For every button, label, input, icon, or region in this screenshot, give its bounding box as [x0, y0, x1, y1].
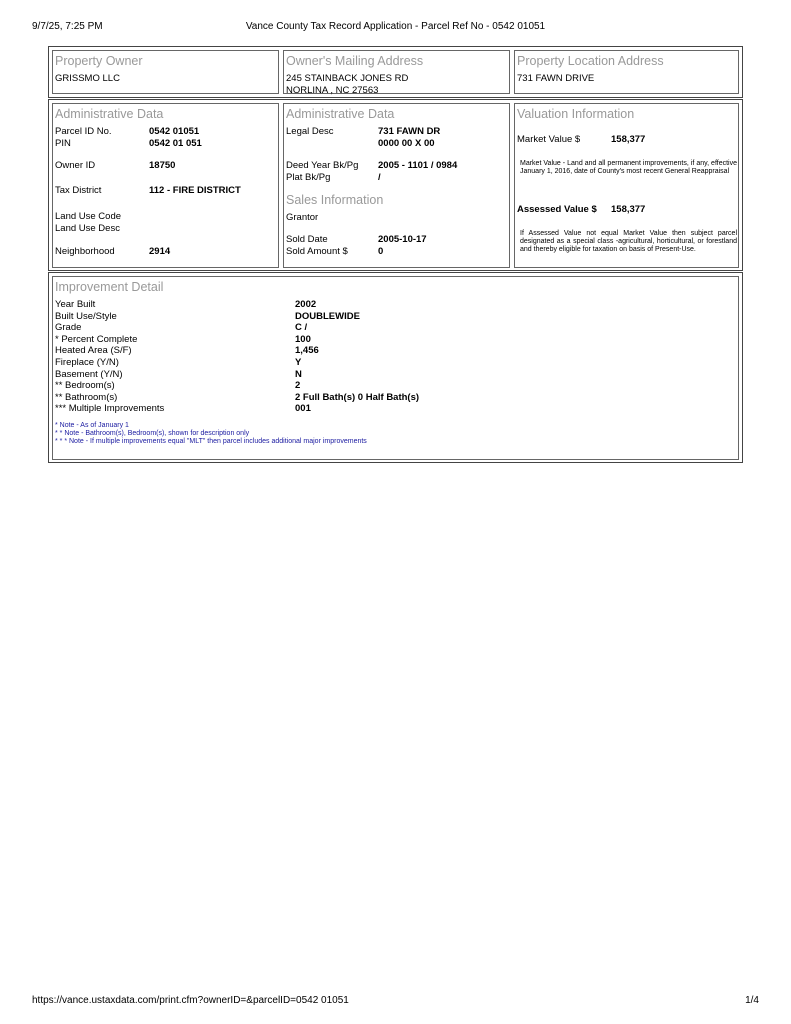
admin-section	[48, 99, 743, 271]
improvement-row-value: 001	[295, 403, 311, 415]
admin-data-cell-2	[283, 103, 510, 268]
page-number: 1/4	[745, 995, 759, 1006]
owner-id-label: Owner ID	[55, 160, 96, 171]
land-use-code-label: Land Use Code	[55, 211, 122, 222]
print-url: https://vance.ustaxdata.com/print.cfm?ownerID=&parcelID=0542 01051	[32, 995, 349, 1006]
improvement-row-value: N	[295, 368, 302, 380]
improvement-row-value: 2 Full Bath(s) 0 Half Bath(s)	[295, 391, 420, 403]
note-bedroom-bathroom: * * Note - Bathroom(s), Bedroom(s), shown for description only	[55, 430, 250, 437]
tax-district-label: Tax District	[55, 185, 102, 196]
sold-date-label: Sold Date	[286, 234, 328, 245]
improvement-row-value: 2002	[295, 299, 317, 310]
land-use-desc-label: Land Use Desc	[55, 223, 120, 234]
mailing-line2: NORLINA , NC 27563	[286, 85, 379, 96]
sold-amount-label: Sold Amount $	[286, 246, 348, 257]
admin-data-cell-1	[52, 103, 279, 268]
valuation-title: Valuation Information	[517, 107, 635, 121]
pin-value: 0542 01 051	[149, 138, 202, 149]
admin-data-title-2: Administrative Data	[286, 107, 395, 121]
deed-label: Deed Year Bk/Pg	[286, 160, 359, 171]
improvement-row-label: Fireplace (Y/N)	[55, 357, 119, 368]
parcel-id-value: 0542 01051	[149, 126, 200, 137]
note-percent-complete: * Note - As of January 1	[55, 422, 129, 429]
property-owner-cell	[52, 50, 279, 94]
improvement-cell	[52, 276, 739, 460]
tax-district-value: 112 - FIRE DISTRICT	[149, 185, 241, 196]
sales-info-title: Sales Information	[286, 193, 384, 207]
sold-amount-value: 0	[378, 246, 384, 257]
grantor-label: Grantor	[286, 212, 319, 223]
owner-section	[48, 46, 743, 98]
improvement-row-value: 2	[295, 380, 301, 392]
property-owner-title: Property Owner	[55, 54, 143, 68]
sold-date-value: 2005-10-17	[378, 234, 427, 245]
location-address-title: Property Location Address	[517, 54, 664, 68]
location-address-cell	[514, 50, 739, 94]
market-value: 158,377	[611, 134, 646, 145]
neighborhood-label: Neighborhood	[55, 246, 115, 257]
improvement-row-label: ** Bedroom(s)	[55, 380, 115, 392]
mailing-line1: 245 STAINBACK JONES RD	[286, 73, 409, 84]
parcel-id-label: Parcel ID No.	[55, 126, 112, 137]
print-title: Vance County Tax Record Application - Parcel Ref No - 0542 01051	[245, 21, 546, 32]
improvement-title: Improvement Detail	[55, 280, 164, 294]
location-address: 731 FAWN DRIVE	[517, 73, 595, 84]
improvement-row-label: * Percent Complete	[55, 333, 138, 345]
improvement-row-value: 1,456	[295, 345, 319, 357]
improvement-section	[48, 272, 743, 463]
neighborhood-value: 2914	[149, 246, 171, 257]
valuation-cell	[514, 103, 739, 268]
market-value-note: Market Value - Land and all permanent improvements, if any, effective January 1, 2016, date of County's most recent General Reappraisal	[520, 160, 737, 175]
improvement-row-value: Y	[295, 357, 302, 368]
admin-data-title-1: Administrative Data	[55, 107, 164, 121]
deed-value: 2005 - 1101 / 0984	[378, 160, 458, 171]
improvement-row-label: Grade	[55, 322, 82, 334]
improvement-row-value: DOUBLEWIDE	[295, 310, 360, 322]
owner-name: GRISSMO LLC	[55, 73, 120, 84]
note-multiple-improvements: * * * Note - If multiple improvements equal "MLT" then parcel includes additional major improvements	[55, 438, 367, 445]
improvement-row-label: *** Multiple Improvements	[55, 403, 165, 415]
assessed-value-note: If Assessed Value not equal Market Value then subject parcel designated as a special class -agricultural, horticultural, or forestland and thereby eligible for taxation on basis of Present-Use.	[520, 230, 737, 253]
mailing-address-cell	[283, 50, 510, 94]
improvement-row-label: Heated Area (S/F)	[55, 345, 132, 357]
assessed-value: 158,377	[611, 204, 646, 215]
improvement-row-value: C /	[295, 322, 308, 334]
improvement-row-label: ** Bathroom(s)	[55, 391, 118, 403]
assessed-value-label: Assessed Value $	[517, 204, 597, 215]
legal-desc-line1: 731 FAWN DR	[378, 126, 441, 137]
owner-id-value: 18750	[149, 160, 176, 171]
plat-value: /	[378, 172, 381, 183]
print-datetime: 9/7/25, 7:25 PM	[32, 21, 103, 32]
market-value-label: Market Value $	[517, 134, 581, 145]
pin-label: PIN	[55, 138, 71, 149]
improvement-row-label: Year Built	[55, 299, 96, 310]
plat-label: Plat Bk/Pg	[286, 172, 331, 183]
legal-desc-label: Legal Desc	[286, 126, 334, 137]
mailing-address-title: Owner's Mailing Address	[286, 54, 424, 68]
legal-desc-line2: 0000 00 X 00	[378, 138, 435, 149]
improvement-row-label: Basement (Y/N)	[55, 368, 123, 380]
improvement-row-value: 100	[295, 333, 311, 345]
improvement-row-label: Built Use/Style	[55, 310, 117, 322]
